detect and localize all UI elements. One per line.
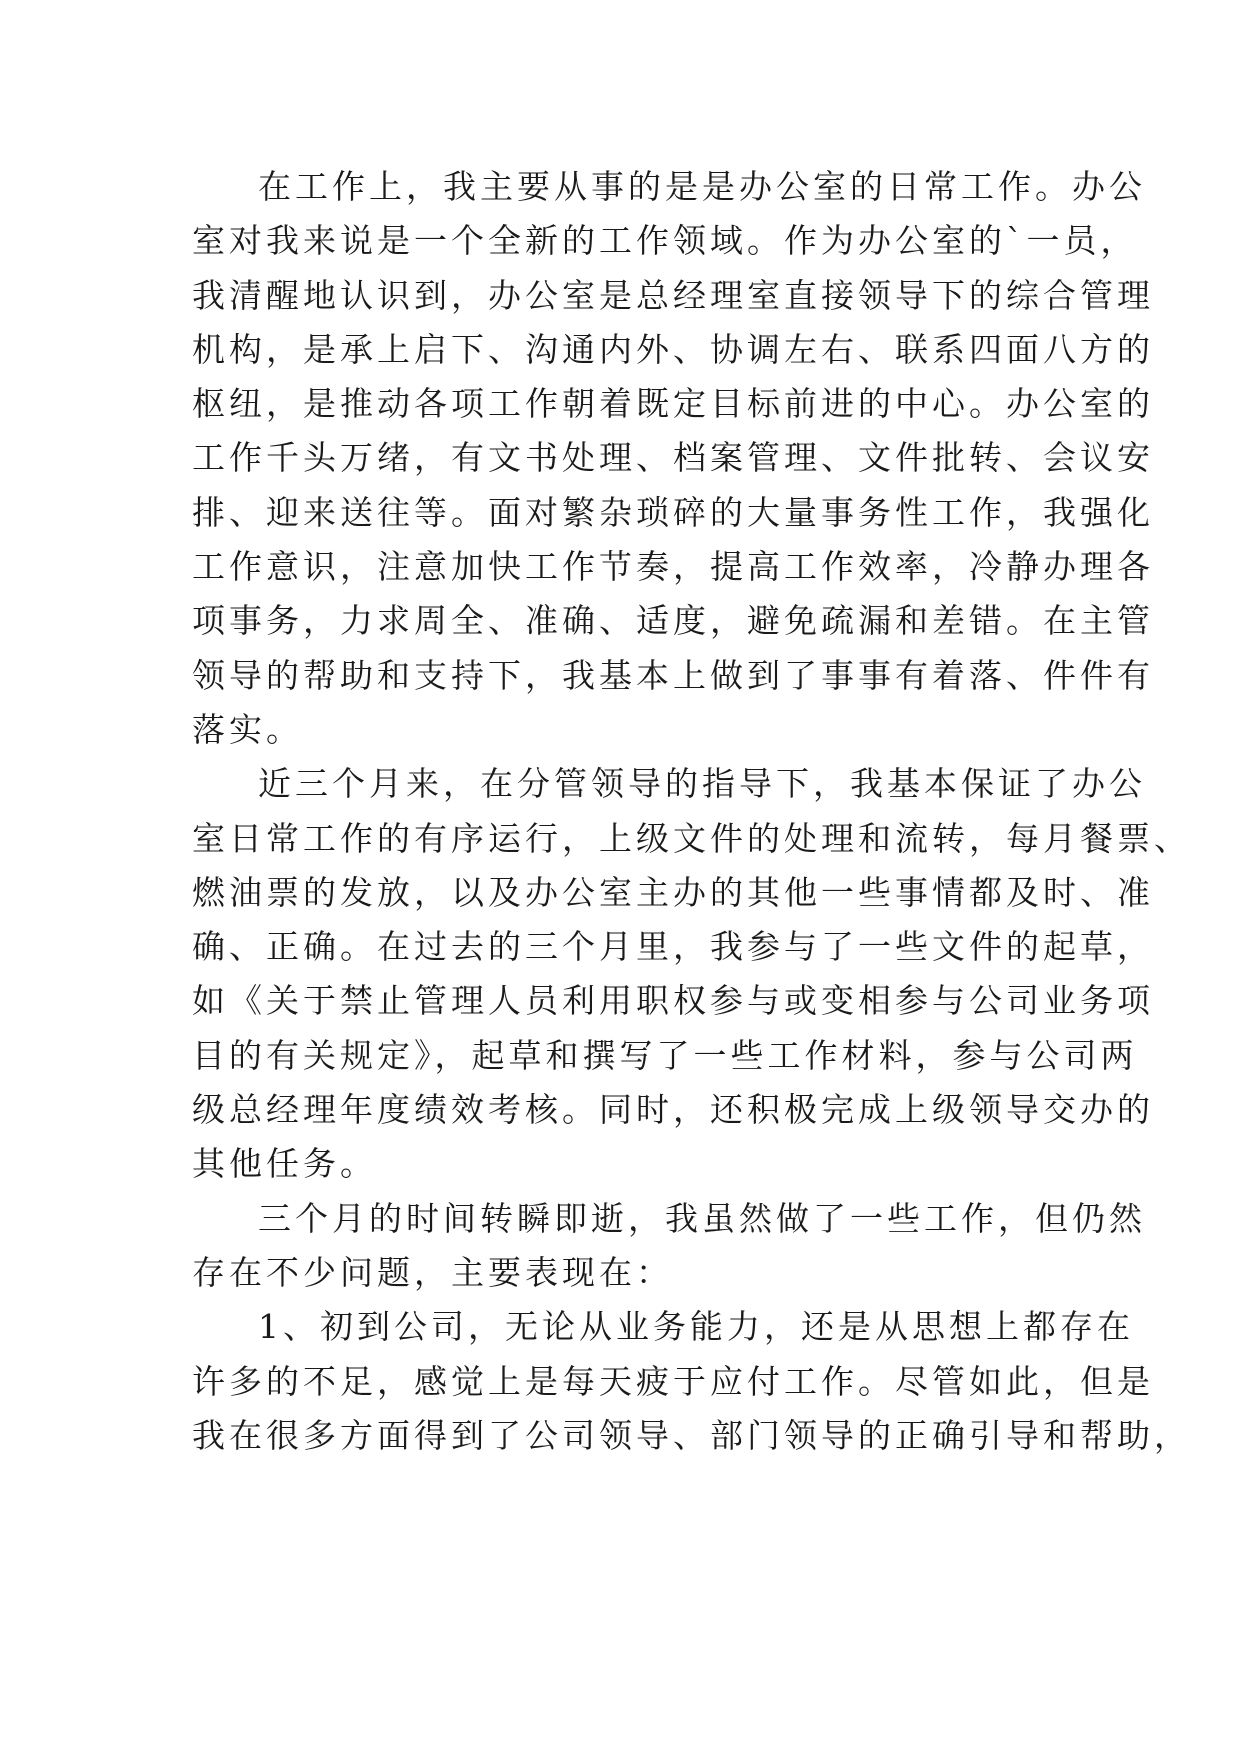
text-line: 1、初到公司，无论从业务能力，还是从思想上都存在: [258, 1307, 1134, 1347]
text-line: 三个月的时间转瞬即逝，我虽然做了一些工作，但仍然: [258, 1198, 1146, 1238]
text-line: 室对我来说是一个全新的工作领域。作为办公室的`一员，: [192, 221, 1138, 261]
text-line: 目的有关规定》，起草和撰写了一些工作材料，参与公司两: [192, 1035, 1138, 1075]
text-line: 在工作上，我主要从事的是是办公室的日常工作。办公: [258, 167, 1146, 206]
text-line: 机构，是承上启下、沟通内外、协调左右、联系四面八方的: [192, 329, 1154, 369]
text-line: 工作意识，注意加快工作节奏，提高工作效率，冷静办理各: [192, 547, 1154, 587]
text-line: 室日常工作的有序运行，上级文件的处理和流转，每月餐票、: [192, 818, 1191, 858]
text-line: 工作千头万绪，有文书处理、档案管理、文件批转、会议安: [192, 438, 1154, 478]
text-line: 其他任务。: [192, 1144, 377, 1184]
paragraph: [192, 1192, 1146, 1301]
text-line: 落实。: [192, 709, 303, 749]
text-line: 许多的不足，感觉上是每天疲于应付工作。尽管如此，但是: [192, 1361, 1154, 1401]
paragraph: [192, 1300, 1191, 1463]
text-line: 项事务，力求周全、准确、适度，避免疏漏和差错。在主管: [192, 601, 1154, 641]
text-line: 领导的帮助和支持下，我基本上做到了事事有着落、件件有: [192, 655, 1154, 695]
text-line: 如《关于禁止管理人员利用职权参与或变相参与公司业务项: [192, 981, 1154, 1021]
text-line: 级总经理年度绩效考核。同时，还积极完成上级领导交办的: [192, 1090, 1154, 1130]
paragraph: [192, 160, 1154, 757]
text-line: 我清醒地认识到，办公室是总经理室直接领导下的综合管理: [192, 275, 1154, 315]
paragraph: [192, 757, 1191, 1191]
text-line: 排、迎来送往等。面对繁杂琐碎的大量事务性工作，我强化: [192, 492, 1154, 532]
text-line: 存在不少问题，主要表现在：: [192, 1252, 673, 1292]
text-line: 确、正确。在过去的三个月里，我参与了一些文件的起草，: [192, 927, 1154, 967]
text-line: 燃油票的发放，以及办公室主办的其他一些事情都及时、准: [192, 872, 1154, 912]
text-line: 近三个月来，在分管领导的指导下，我基本保证了办公: [258, 764, 1146, 804]
text-line: 枢纽，是推动各项工作朝着既定目标前进的中心。办公室的: [192, 384, 1154, 424]
text-line: 我在很多方面得到了公司领导、部门领导的正确引导和帮助，: [192, 1415, 1191, 1455]
document-body: [192, 160, 1191, 1463]
